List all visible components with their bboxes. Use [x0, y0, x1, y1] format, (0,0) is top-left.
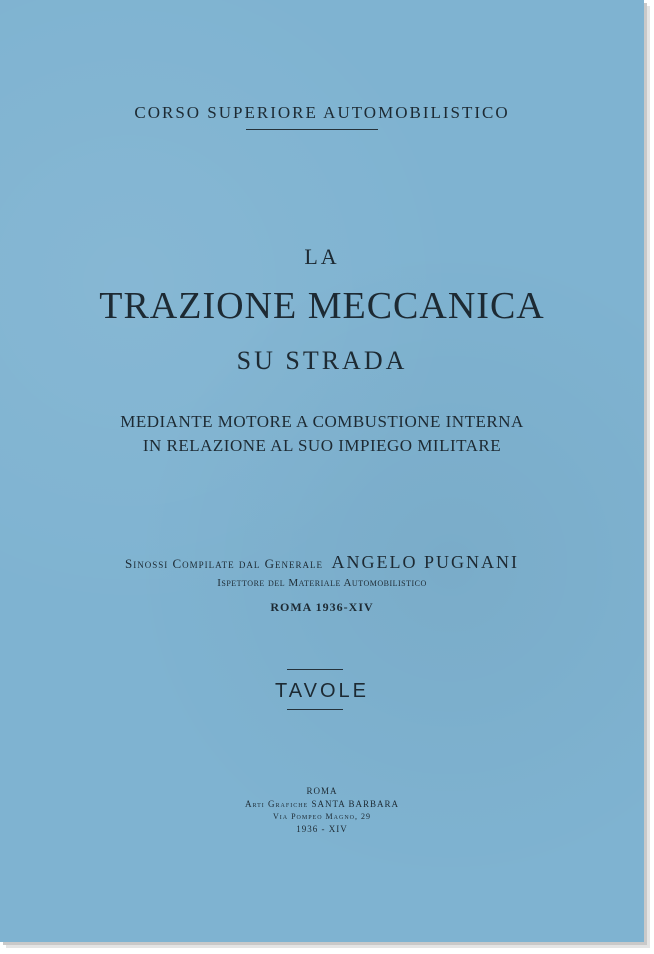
- imprint-city: ROMA: [306, 786, 338, 796]
- series-title: CORSO SUPERIORE AUTOMOBILISTICO: [134, 103, 510, 122]
- imprint-printer: Arti Grafiche SANTA BARBARA: [244, 799, 400, 809]
- compiler-prefix: Sinossi Compilate dal Generale: [124, 556, 324, 571]
- main-title-second-line: SU STRADA: [236, 346, 408, 375]
- subtitle-line-2: IN RELAZIONE AL SUO IMPIEGO MILITARE: [142, 436, 502, 455]
- compiler-name: ANGELO PUGNANI: [331, 552, 520, 572]
- imprint-address: Via Pompeo Magno, 29: [272, 812, 371, 821]
- imprint-year: 1936 - XIV: [296, 824, 348, 834]
- section-title: TAVOLE: [275, 680, 369, 702]
- main-title: TRAZIONE MECCANICA: [99, 285, 545, 327]
- section-rule-top: [287, 669, 343, 670]
- compiler-role: Ispettore del Materiale Automobilistico: [217, 577, 427, 589]
- series-rule: [246, 129, 378, 130]
- section-rule-bottom: [287, 709, 343, 710]
- title-article: LA: [304, 244, 340, 269]
- compiler-line: [0, 552, 644, 573]
- place-date: ROMA 1936-XIV: [270, 600, 374, 614]
- subtitle-line-1: MEDIANTE MOTORE A COMBUSTIONE INTERNA: [120, 412, 524, 431]
